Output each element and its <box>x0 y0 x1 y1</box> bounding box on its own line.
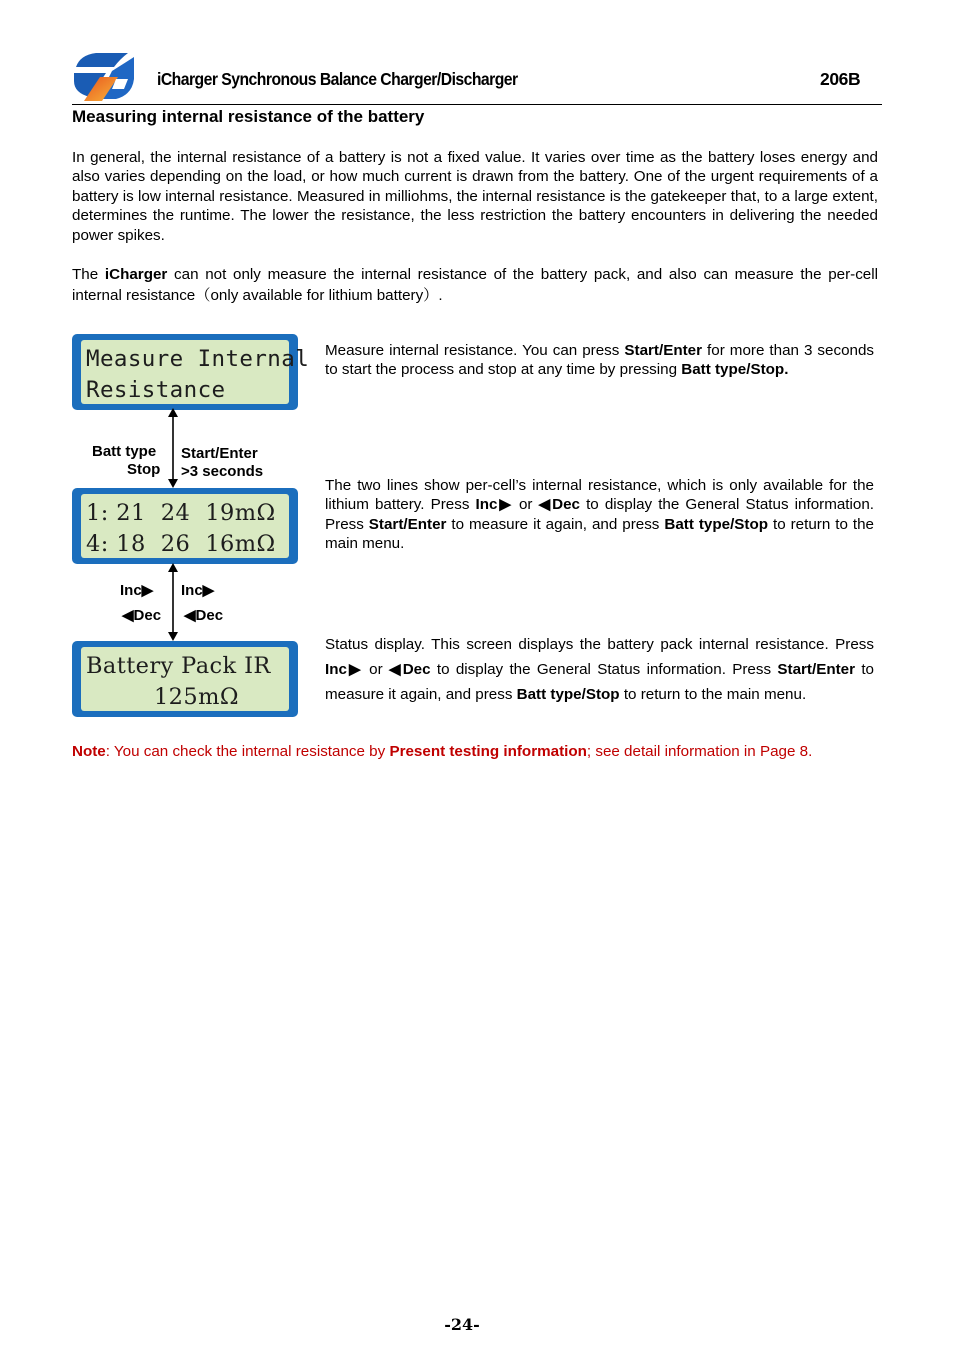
lcd-display <box>81 494 289 558</box>
header-title: iCharger Synchronous Balance Charger/Discharger <box>157 69 518 89</box>
section-heading: Measuring internal resistance of the battery <box>72 107 425 126</box>
double-arrow-icon <box>164 563 182 641</box>
lcd-screen-cell-resistance <box>72 488 298 564</box>
lcd-screen-measure-internal-resistance <box>72 334 310 410</box>
lcd-display <box>81 340 310 404</box>
header-model: 206B <box>820 69 861 89</box>
intro-paragraph-2: The iCharger can not only measure the internal resistance of the battery pack, and also can measure the per-cell internal resistance（only available for lithium battery）. <box>72 266 879 304</box>
key-label-inc: Inc▶ <box>181 582 215 599</box>
note-reference: Present testing information <box>389 743 587 760</box>
page-number: -24- <box>444 1315 480 1334</box>
brand-name: iCharger <box>104 266 168 283</box>
description-measure-screen: Measure internal resistance. You can press Start/Enter for more than 3 seconds to start the process and stop at any time by pressing Batt type/Stop. <box>325 342 874 379</box>
key-label-dec: ◀Dec <box>184 607 224 624</box>
lcd-line-1: Battery Pack IR <box>86 653 271 679</box>
intro-paragraph-1: In general, the internal resistance of a battery is not a fixed value. It varies over time as the battery loses energy and also varies depending on the load, or how much current is drawn from the battery. One of the urgent requirements of a battery is low internal resistance. Measured in milliohms, the internal resistance is the gatekeeper that, to a large extent, determines the runtime. The lower the resistance, the less restriction the battery encounters in delivering the needed power spikes. <box>72 149 878 244</box>
note-paragraph: Note: You can check the internal resistance by Present testing information; see detail information in Page 8. <box>72 743 813 760</box>
key-label-three-seconds: >3 seconds <box>181 463 264 480</box>
lcd-line-1: Measure Internal <box>86 346 310 372</box>
icharger-logo <box>72 49 138 104</box>
lcd-display <box>81 647 289 711</box>
header-divider <box>72 104 882 105</box>
key-label-dec: ◀Dec <box>122 607 162 624</box>
key-label-start-enter: Start/Enter <box>181 445 258 462</box>
lcd-line-2: 4: 18 26 16mΩ <box>86 531 276 557</box>
key-label-batt-type: Batt type <box>92 443 157 460</box>
description-cell-screen: The two lines show per-cell’s internal resistance, which is only available for the lithium battery. Press Inc▶ or ◀Dec to display the General Status information. Press Start/Enter to measure it again, and press Batt type/Stop to return to the main menu. <box>325 477 875 553</box>
description-pack-screen: Status display. This screen displays the battery pack internal resistance. Press Inc▶ or ◀Dec to display the General Status information. Press Start/Enter to measure it again, and press Batt type/Stop to return to the main menu. <box>325 636 875 703</box>
lcd-screen-battery-pack-ir <box>72 641 298 717</box>
key-label-stop: Stop <box>127 461 161 478</box>
lcd-line-1: 1: 21 24 19mΩ <box>86 500 276 526</box>
lcd-line-2: 125mΩ <box>86 684 239 710</box>
double-arrow-icon <box>164 408 182 488</box>
key-label-inc: Inc▶ <box>120 582 154 599</box>
note-label: Note <box>72 743 106 760</box>
lcd-line-2: Resistance <box>86 377 226 403</box>
